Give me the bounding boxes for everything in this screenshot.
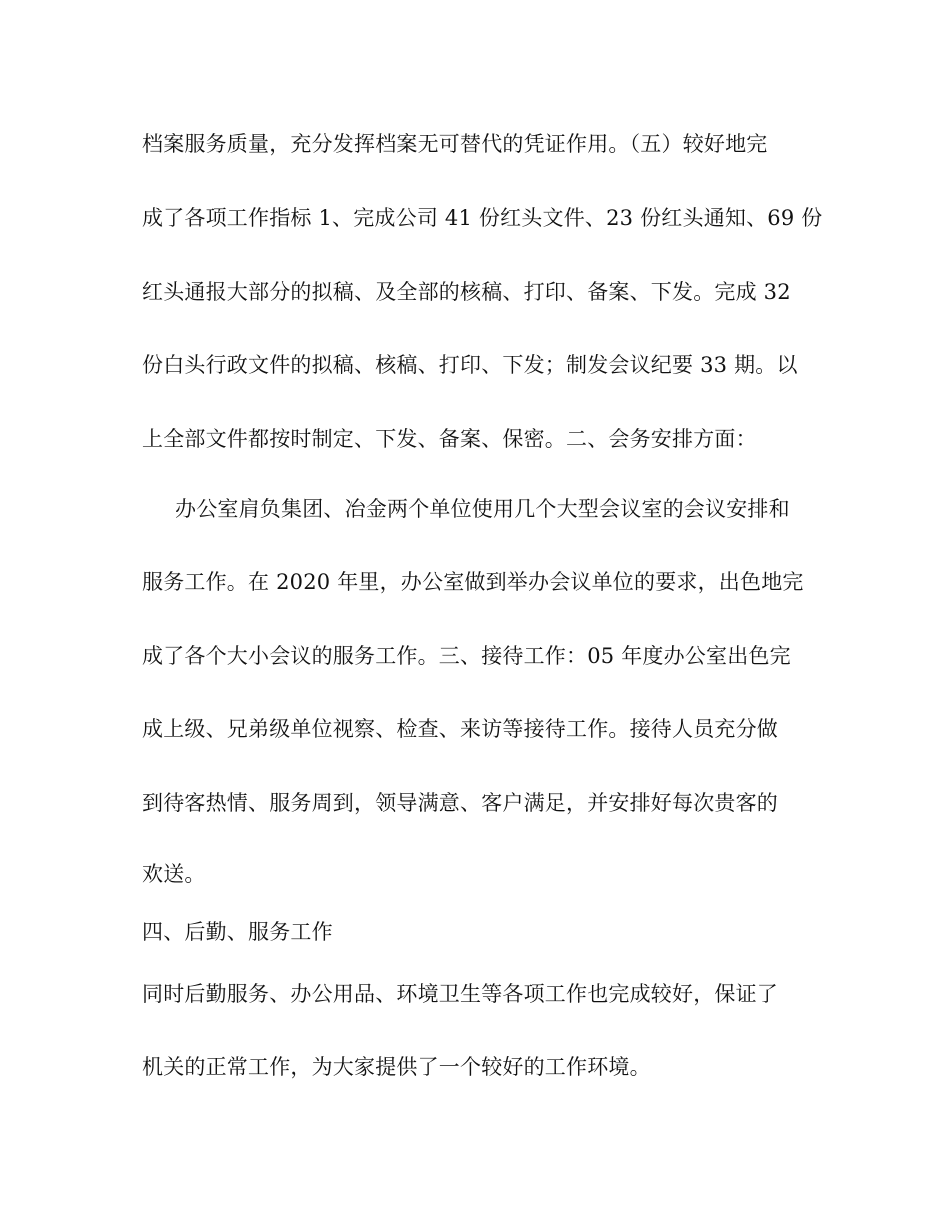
section-heading: 四、后勤、服务工作: [142, 920, 333, 944]
text-line: 欢送。: [142, 862, 206, 886]
text-line: 档案服务质量，充分发挥档案无可替代的凭证作用。（五）较好地完: [142, 132, 768, 156]
text-line: 到待客热情、服务周到，领导满意、客户满足，并安排好每次贵客的: [142, 791, 778, 815]
text-line: 份白头行政文件的拟稿、核稿、打印、下发；制发会议纪要 33 期。以: [142, 353, 798, 377]
text-line: 同时后勤服务、办公用品、环境卫生等各项工作也完成较好，保证了: [142, 982, 778, 1006]
paragraph-first-line: 办公室肩负集团、冶金两个单位使用几个大型会议室的会议安排和: [175, 497, 790, 521]
text-line: 成上级、兄弟级单位视察、检查、来访等接待工作。接待人员充分做: [142, 717, 778, 741]
text-line: 成了各个大小会议的服务工作。三、接待工作：05 年度办公室出色完: [142, 644, 791, 668]
text-line: 机关的正常工作，为大家提供了一个较好的工作环境。: [142, 1055, 651, 1079]
text-line: 服务工作。在 2020 年里，办公室做到举办会议单位的要求，出色地完: [142, 570, 804, 594]
text-line: 上全部文件都按时制定、下发、备案、保密。二、会务安排方面：: [142, 427, 757, 451]
text-line: 红头通报大部分的拟稿、及全部的核稿、打印、备案、下发。完成 32: [142, 280, 791, 304]
text-line: 成了各项工作指标 1、完成公司 41 份红头文件、23 份红头通知、69 份: [142, 206, 823, 230]
